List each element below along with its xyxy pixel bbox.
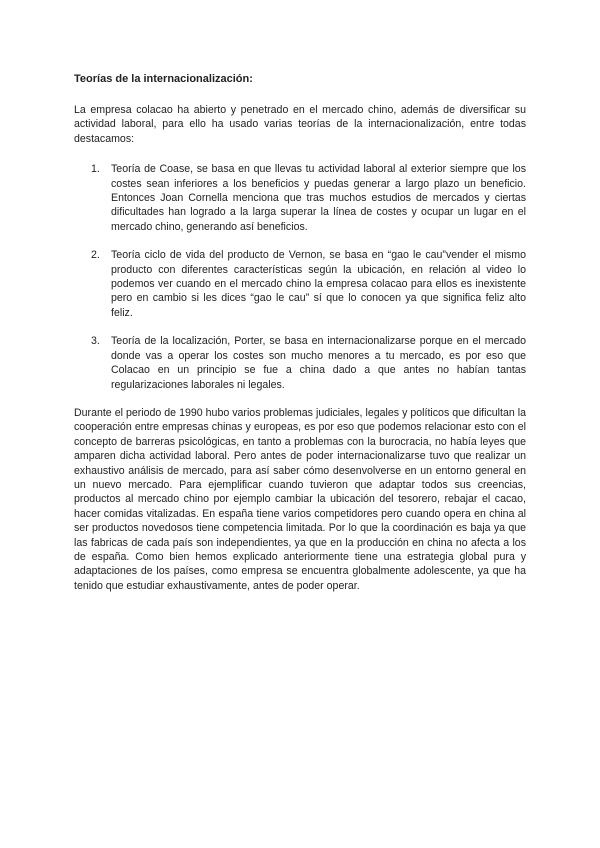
- list-item-text: Teoría de Coase, se basa en que llevas tu actividad laboral al exterior siempre que los costes sean inferiores a los beneficios y puedas generar a largo plazo un beneficio. Entonces Joan Cornella menciona que tras muchos estudios de mercados y ciertas dificultades han logrado a la larga superar la línea de costes y ocupar un lugar en el mercado chino, generando así beneficios.: [111, 163, 526, 233]
- list-item-number: 2.: [91, 249, 100, 262]
- list-item-text: Teoría ciclo de vida del producto de Vernon, se basa en “gao le cau”vender el mismo producto con diferentes características según la ubicación, en relación al video lo podemos ver cuando en el mercado chino la empresa colacao para ellos es inexistente pero en cambio si les dices “gao le cau” sí que lo conocen ya que significa feliz alto feliz.: [111, 249, 526, 319]
- list-item-number: 1.: [91, 163, 100, 176]
- list-item-number: 3.: [91, 335, 100, 348]
- list-item: [74, 248, 526, 320]
- list-item: [74, 162, 526, 234]
- intro-paragraph: La empresa colacao ha abierto y penetrado en el mercado chino, además de diversificar su actividad laboral, para ello ha usado varias teorías de la internacionalización, entre todas destacamos:: [74, 104, 526, 145]
- theories-list: [74, 162, 526, 392]
- document-title: Teorías de la internacionalización:: [74, 73, 253, 85]
- closing-paragraph: Durante el periodo de 1990 hubo varios problemas judiciales, legales y políticos que dificultan la cooperación entre empresas chinas y europeas, es por eso que podemos relacionar esto con el concepto de barreras psicológicas, en tanto a problemas con la burocracia, no había leyes que amparen dicha actividad laboral. Pero antes de poder internacionalizarse tuvo que realizar un exhaustivo análisis de mercado, para así saber cómo desenvolverse en un entorno general en un nuevo mercado. Para ejemplificar cuando tuvieron que adaptar todos sus creencias, productos al mercado chino por ejemplo cambiar la ubicación del tesorero, rebajar el cacao, hacer comidas vitalizadas. En españa tiene varios competidores pero cuando opera en china al ser productos novedosos tiene competencia limitada. Por lo que la coordinación es baja ya que las fabricas de cada país son independientes, ya que en la producción en china no afecta a los de españa. Como bien hemos explicado anteriormente tiene una estrategia global pura y adaptaciones de los países, como empresa se encuentra globalmente adolescente, ya que ha tenido que estudiar exhaustivamente, antes de poder operar.: [74, 406, 526, 592]
- list-item: [74, 334, 526, 392]
- list-item-text: Teoría de la localización, Porter, se basa en internacionalizarse porque en el mercado donde vas a operar los costes son mucho menores a tu mercado, es por eso que Colacao en un principio se fue a china dado a que antes no habían tantas regularizaciones laborales ni legales.: [111, 335, 526, 391]
